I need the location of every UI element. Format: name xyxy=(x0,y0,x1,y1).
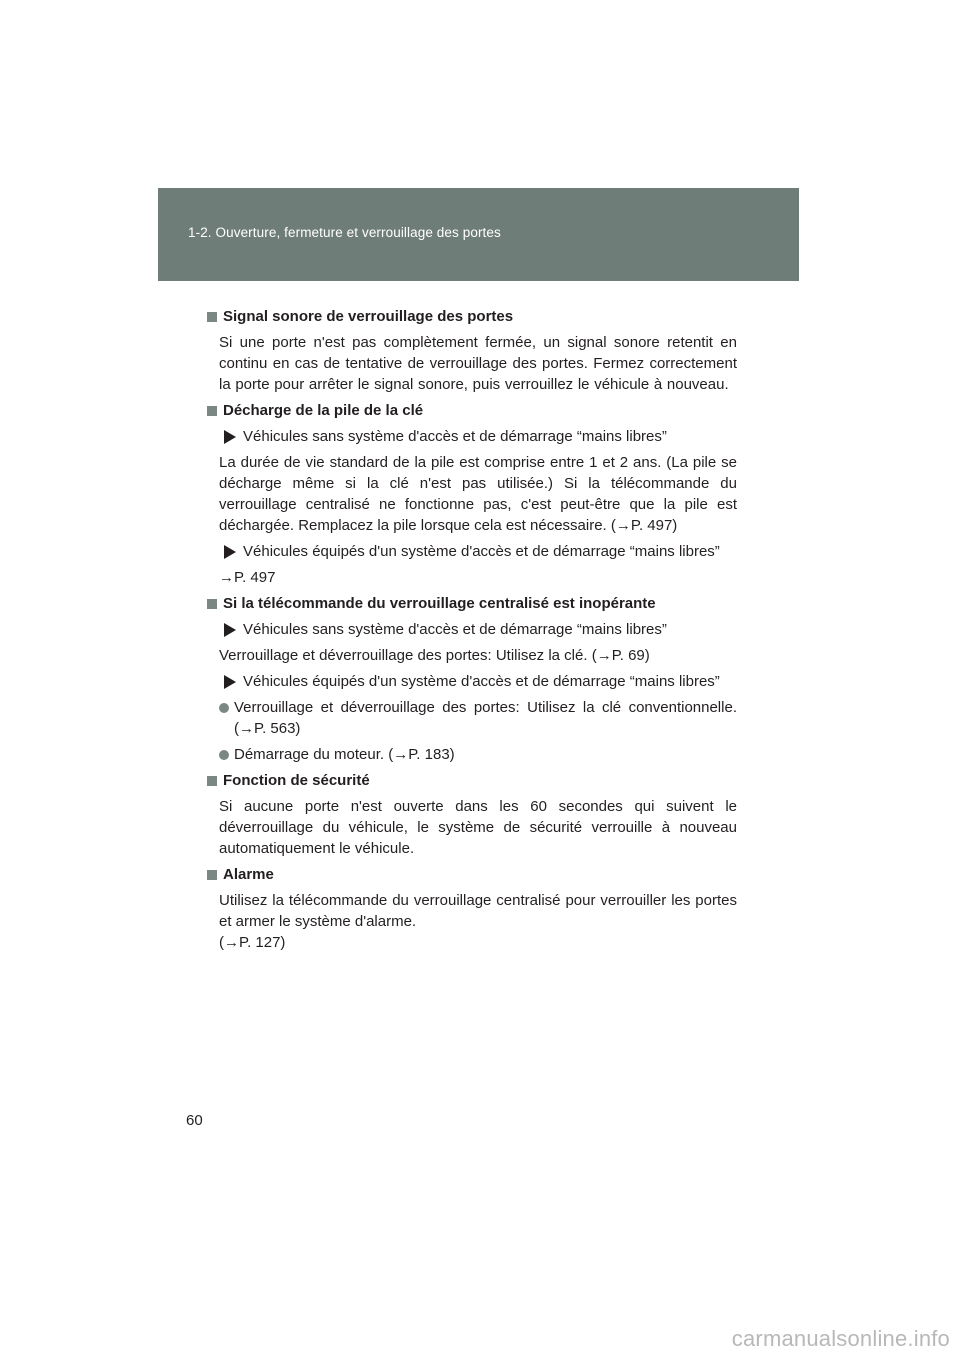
section-heading-text: Alarme xyxy=(223,866,274,883)
header-band xyxy=(158,188,799,281)
section-heading xyxy=(207,864,737,885)
page-reference: (→P. 127) xyxy=(219,934,286,951)
square-bullet-icon xyxy=(207,776,217,786)
vehicle-variant-label xyxy=(219,619,737,640)
variant-label-text: Véhicules équipés d'un système d'accès et de démarrage “mains libres” xyxy=(243,673,720,690)
section-heading-text: Signal sonore de verrouillage des portes xyxy=(223,308,514,325)
section-heading xyxy=(207,770,737,791)
square-bullet-icon xyxy=(207,599,217,609)
square-bullet-icon xyxy=(207,870,217,880)
vehicle-variant-label xyxy=(219,541,737,562)
triangle-right-icon xyxy=(224,430,236,444)
section-heading-text: Fonction de sécurité xyxy=(223,772,370,789)
chapter-title: 1-2. Ouverture, fermeture et verrouillage des portes xyxy=(188,225,501,240)
section-heading xyxy=(207,306,737,327)
variant-label-text: Véhicules sans système d'accès et de démarrage “mains libres” xyxy=(243,428,667,445)
vehicle-variant-label xyxy=(219,671,737,692)
list-item xyxy=(219,697,737,739)
triangle-right-icon xyxy=(224,545,236,559)
list-item xyxy=(219,744,737,765)
section-heading-text: Si la télécommande du verrouillage centralisé est inopérante xyxy=(223,595,656,612)
paragraph: Verrouillage et déverrouillage des portes: Utilisez la clé. (→P. 69) xyxy=(219,647,650,664)
variant-label-text: Véhicules équipés d'un système d'accès et de démarrage “mains libres” xyxy=(243,543,720,560)
paragraph: La durée de vie standard de la pile est comprise entre 1 et 2 ans. (La pile se décharge même si la clé n'est pas utilisée.) Si la télécommande du verrouillage centralisé ne fonctionne pas, c'est peut-être que la pile est déchargée. Remplacez la pile lorsque cela est nécessaire. (→P. 497) xyxy=(219,454,737,534)
paragraph: Si aucune porte n'est ouverte dans les 60 secondes qui suivent le déverrouillage du véhicule, le système de sécurité verrouille à nouveau automatiquement le véhicule. xyxy=(219,798,737,857)
list-item-text: Verrouillage et déverrouillage des portes: Utilisez la clé conventionnelle. (→P. 563) xyxy=(234,699,737,737)
page-content xyxy=(207,306,737,958)
section-heading xyxy=(207,400,737,421)
watermark: carmanualsonline.info xyxy=(731,1326,950,1351)
section-fonction-securite xyxy=(207,770,737,859)
variant-label-text: Véhicules sans système d'accès et de démarrage “mains libres” xyxy=(243,621,667,638)
section-decharge-pile xyxy=(207,400,737,588)
square-bullet-icon xyxy=(207,312,217,322)
section-heading xyxy=(207,593,737,614)
section-telecommande-inoperante xyxy=(207,593,737,765)
square-bullet-icon xyxy=(207,406,217,416)
paragraph: Si une porte n'est pas complètement fermée, un signal sonore retentit en continu en cas de tentative de verrouillage des portes. Fermez correctement la porte pour arrêter le signal sonore, puis verrouillez le véhicule à nouveau. xyxy=(219,334,737,393)
page-number: 60 xyxy=(186,1112,203,1129)
vehicle-variant-label xyxy=(219,426,737,447)
list-item-text: Démarrage du moteur. (→P. 183) xyxy=(234,746,455,763)
circle-bullet-icon xyxy=(219,703,229,713)
triangle-right-icon xyxy=(224,675,236,689)
triangle-right-icon xyxy=(224,623,236,637)
circle-bullet-icon xyxy=(219,750,229,760)
paragraph: Utilisez la télécommande du verrouillage centralisé pour verrouiller les portes et armer le système d'alarme. xyxy=(219,892,737,930)
section-signal-sonore xyxy=(207,306,737,395)
section-heading-text: Décharge de la pile de la clé xyxy=(223,402,424,419)
section-alarme xyxy=(207,864,737,953)
page-reference: →P. 497 xyxy=(219,569,276,586)
